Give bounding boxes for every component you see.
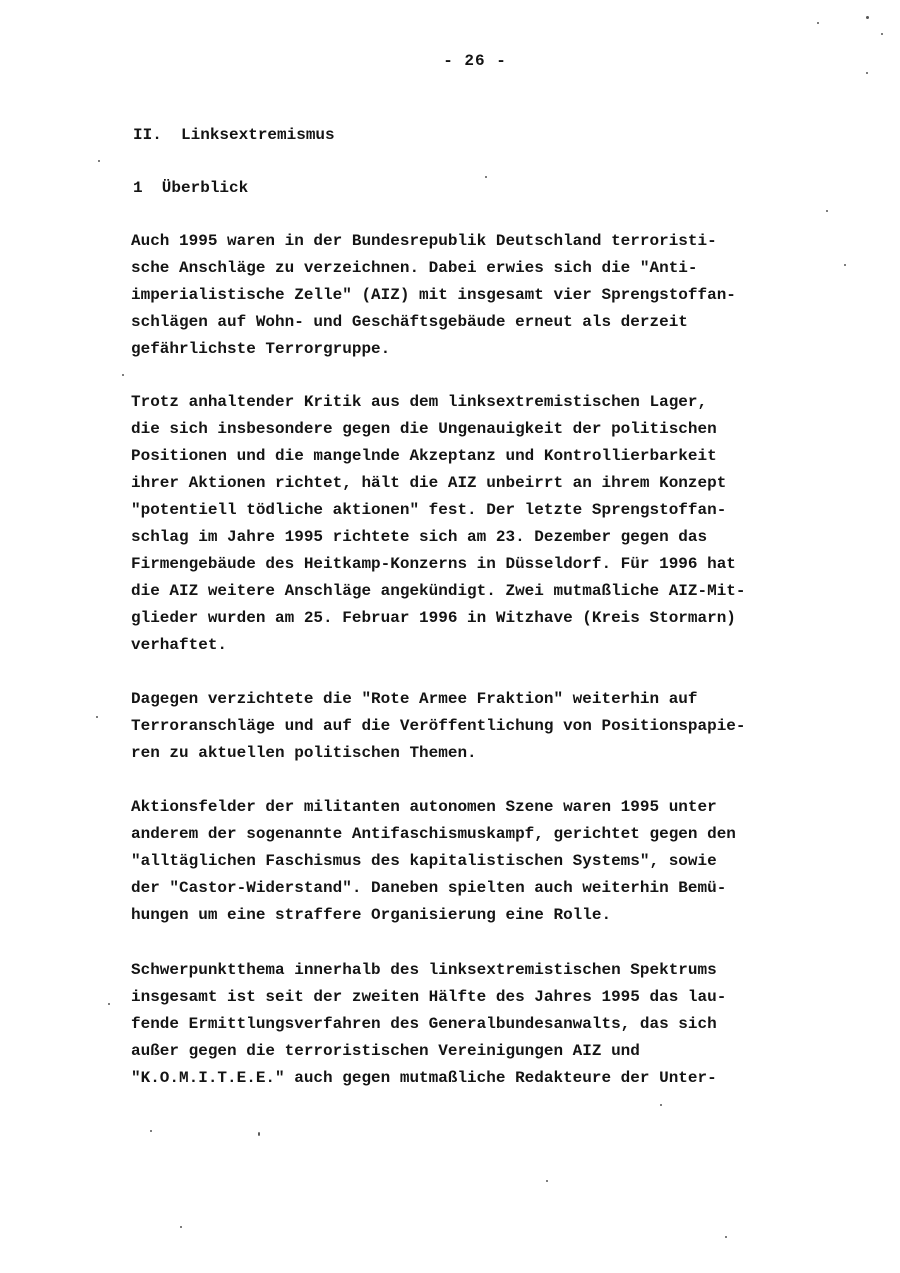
paragraph-5: [131, 957, 851, 1092]
text-line: gefährlichste Terrorgruppe.: [131, 340, 391, 358]
text-line: "alltäglichen Faschismus des kapitalistischen Systems", sowie: [131, 852, 717, 870]
text-line: imperialistische Zelle" (AIZ) mit insgesamt vier Sprengstoffan-: [131, 286, 736, 304]
text-line: Firmengebäude des Heitkamp-Konzerns in Düsseldorf. Für 1996 hat: [131, 555, 736, 573]
text-line: fende Ermittlungsverfahren des Generalbundesanwalts, das sich: [131, 1015, 717, 1033]
text-line: schlägen auf Wohn- und Geschäftsgebäude erneut als derzeit: [131, 313, 688, 331]
scan-speck: [96, 716, 98, 718]
scan-speck: [180, 1226, 182, 1228]
text-line: glieder wurden am 25. Februar 1996 in Witzhave (Kreis Stormarn): [131, 609, 736, 627]
scan-speck: [844, 264, 846, 266]
paragraph-2: [131, 389, 851, 659]
text-line: insgesamt ist seit der zweiten Hälfte des Jahres 1995 das lau-: [131, 988, 727, 1006]
scan-speck: [866, 16, 869, 19]
text-line: anderem der sogenannte Antifaschismuskampf, gerichtet gegen den: [131, 825, 736, 843]
text-line: Dagegen verzichtete die "Rote Armee Fraktion" weiterhin auf: [131, 690, 698, 708]
text-line: Auch 1995 waren in der Bundesrepublik Deutschland terroristi-: [131, 232, 717, 250]
text-line: "potentiell tödliche aktionen" fest. Der letzte Sprengstoffan-: [131, 501, 727, 519]
text-line: sche Anschläge zu verzeichnen. Dabei erwies sich die "Anti-: [131, 259, 698, 277]
scan-speck: [881, 33, 883, 35]
text-line: Terroranschläge und auf die Veröffentlichung von Positionspapie-: [131, 717, 746, 735]
text-line: ihrer Aktionen richtet, hält die AIZ unbeirrt an ihrem Konzept: [131, 474, 727, 492]
paragraph-1: [131, 228, 851, 363]
section-heading: II. Linksextremismus: [133, 126, 335, 144]
text-line: Schwerpunktthema innerhalb des linksextremistischen Spektrums: [131, 961, 717, 979]
text-line: die AIZ weitere Anschläge angekündigt. Zwei mutmaßliche AIZ-Mit-: [131, 582, 746, 600]
page-number: - 26 -: [443, 52, 507, 70]
paragraph-3: [131, 686, 851, 767]
scan-speck: [817, 22, 819, 24]
text-line: der "Castor-Widerstand". Daneben spielten auch weiterhin Bemü-: [131, 879, 727, 897]
text-line: ren zu aktuellen politischen Themen.: [131, 744, 477, 762]
paragraph-4: [131, 794, 851, 929]
text-line: hungen um eine straffere Organisierung eine Rolle.: [131, 906, 612, 924]
scan-speck: [546, 1180, 548, 1182]
text-line: schlag im Jahre 1995 richtete sich am 23. Dezember gegen das: [131, 528, 708, 546]
text-line: außer gegen die terroristischen Vereinigungen AIZ und: [131, 1042, 640, 1060]
scan-speck: [725, 1236, 727, 1238]
scan-speck: [826, 210, 828, 212]
scan-speck: [98, 160, 100, 162]
section-subheading: 1 Überblick: [133, 179, 249, 197]
text-line: verhaftet.: [131, 636, 228, 654]
text-line: "K.O.M.I.T.E.E." auch gegen mutmaßliche Redakteure der Unter-: [131, 1069, 717, 1087]
scan-speck: [122, 374, 124, 376]
scan-speck: [150, 1130, 152, 1132]
text-line: die sich insbesondere gegen die Ungenauigkeit der politischen: [131, 420, 717, 438]
text-line: Positionen und die mangelnde Akzeptanz und Kontrollierbarkeit: [131, 447, 717, 465]
scan-speck: [258, 1132, 260, 1136]
scan-speck: [866, 72, 868, 74]
text-line: Aktionsfelder der militanten autonomen Szene waren 1995 unter: [131, 798, 717, 816]
scan-speck: [108, 1003, 110, 1005]
scan-speck: [485, 176, 487, 178]
text-line: Trotz anhaltender Kritik aus dem linksextremistischen Lager,: [131, 393, 708, 411]
scan-speck: [660, 1104, 662, 1106]
